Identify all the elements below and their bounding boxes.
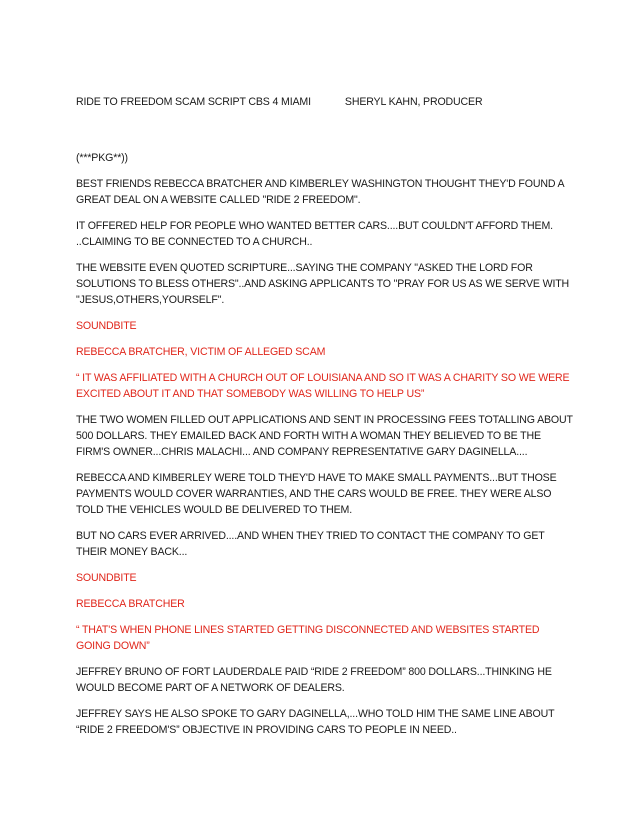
narration-paragraph: IT OFFERED HELP FOR PEOPLE WHO WANTED BETTER CARS....BUT COULDN'T AFFORD THEM. ..CLAIMING TO BE CONNECTED TO A CHURCH.. — [76, 220, 553, 248]
script-title: RIDE TO FREEDOM SCAM SCRIPT CBS 4 MIAMI — [76, 96, 311, 108]
script-body — [76, 94, 576, 738]
narration-paragraph: THE TWO WOMEN FILLED OUT APPLICATIONS AND SENT IN PROCESSING FEES TOTALLING ABOUT 500 DOLLARS. THEY EMAILED BACK AND FORTH WITH A WOMAN THEY BELIEVED TO BE THE FIRM'S OWNER...CHRIS MALACHI... AND COMPANY REPRESENTATIVE GARY DAGINELLA.... — [76, 414, 573, 458]
soundbite-quote: “ IT WAS AFFILIATED WITH A CHURCH OUT OF LOUISIANA AND SO IT WAS A CHARITY SO WE WERE EXCITED ABOUT IT AND THAT SOMEBODY WAS WILLING TO HELP US” — [76, 372, 570, 400]
pkg-marker: (***PKG**)) — [76, 152, 128, 164]
narration-paragraph: BUT NO CARS EVER ARRIVED....AND WHEN THEY TRIED TO CONTACT THE COMPANY TO GET THEIR MONEY BACK... — [76, 530, 545, 558]
producer-credit: SHERYL KAHN, PRODUCER — [344, 96, 483, 108]
soundbite-speaker: REBECCA BRATCHER — [76, 598, 185, 610]
soundbite-quote: “ THAT'S WHEN PHONE LINES STARTED GETTING DISCONNECTED AND WEBSITES STARTED GOING DOWN” — [76, 624, 540, 652]
script-header — [76, 94, 576, 110]
soundbite-speaker: REBECCA BRATCHER, VICTIM OF ALLEGED SCAM — [76, 346, 326, 358]
narration-paragraph: JEFFREY SAYS HE ALSO SPOKE TO GARY DAGINELLA,...WHO TOLD HIM THE SAME LINE ABOUT “RIDE 2 FREEDOM'S” OBJECTIVE IN PROVIDING CARS TO PEOPLE IN NEED.. — [76, 708, 555, 736]
narration-paragraph: BEST FRIENDS REBECCA BRATCHER AND KIMBERLEY WASHINGTON THOUGHT THEY'D FOUND A GREAT DEAL ON A WEBSITE CALLED "RIDE 2 FREEDOM". — [76, 178, 564, 206]
soundbite-label: SOUNDBITE — [76, 320, 137, 332]
soundbite-label: SOUNDBITE — [76, 572, 137, 584]
narration-paragraph: REBECCA AND KIMBERLEY WERE TOLD THEY'D HAVE TO MAKE SMALL PAYMENTS...BUT THOSE PAYMENTS WOULD COVER WARRANTIES, AND THE CARS WOULD BE FREE. THEY WERE ALSO TOLD THE VEHICLES WOULD BE DELIVERED TO THEM. — [76, 472, 557, 516]
narration-paragraph: THE WEBSITE EVEN QUOTED SCRIPTURE...SAYING THE COMPANY "ASKED THE LORD FOR SOLUTIONS TO BLESS OTHERS"..AND ASKING APPLICANTS TO "PRAY FOR US AS WE SERVE WITH "JESUS,OTHERS,YOURSELF". — [76, 262, 570, 306]
narration-paragraph: JEFFREY BRUNO OF FORT LAUDERDALE PAID “RIDE 2 FREEDOM” 800 DOLLARS...THINKING HE WOULD BECOME PART OF A NETWORK OF DEALERS. — [76, 666, 552, 694]
